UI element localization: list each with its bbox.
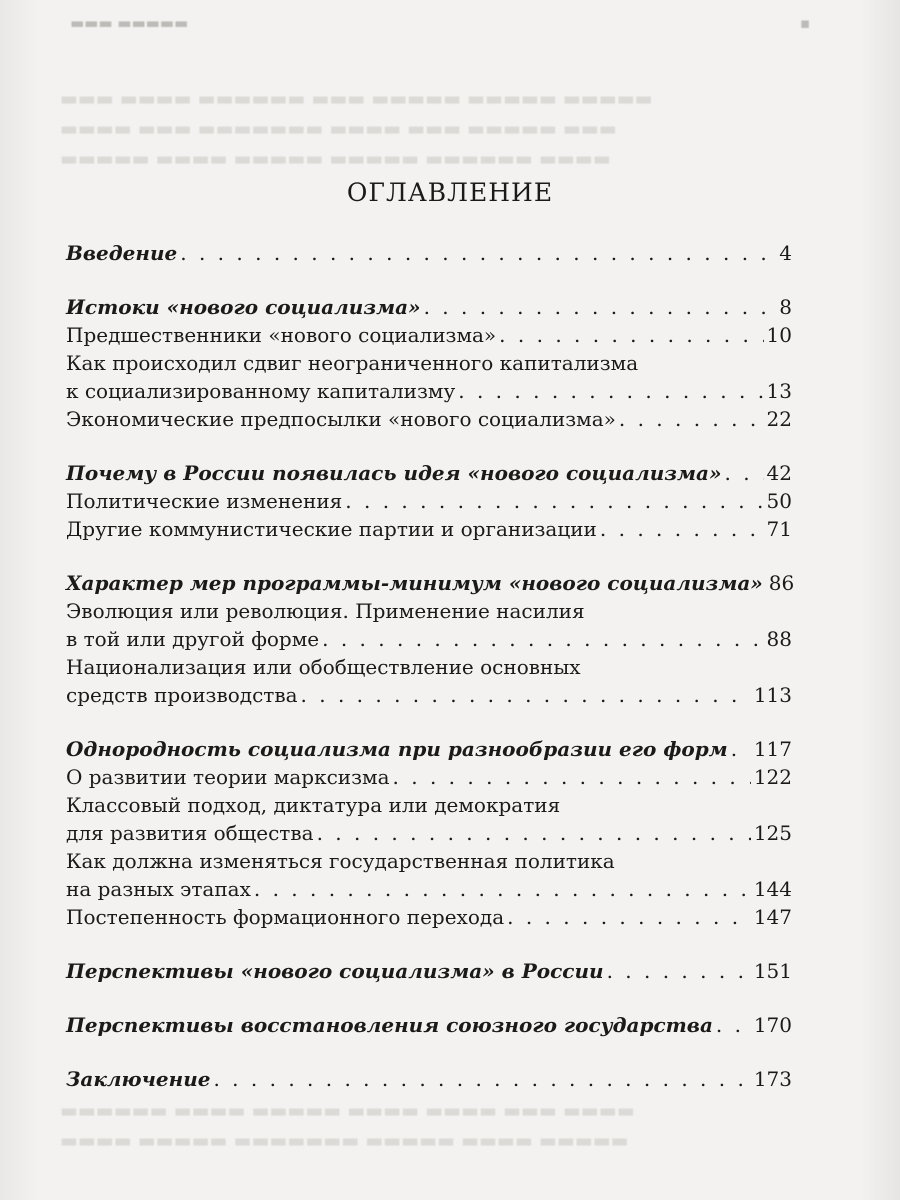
toc-entry-label: Характер мер программы-минимум «нового социализма»	[66, 571, 763, 595]
toc-page-number: 144	[753, 877, 792, 901]
dot-leader	[607, 956, 751, 986]
reverse-side-bleed: ▬▬▬▬▬ ▬▬▬▬ ▬▬▬▬▬ ▬▬▬▬▬ ▬▬▬▬▬▬ ▬▬▬▬	[60, 148, 611, 170]
reverse-side-bleed: ▬▬▬▬▬▬ ▬▬▬▬ ▬▬▬▬▬ ▬▬▬▬ ▬▬▬▬ ▬▬▬ ▬▬▬▬	[60, 1100, 635, 1122]
toc-entry-label: в той или другой форме	[66, 627, 320, 651]
toc-entry[interactable]	[66, 902, 792, 932]
toc-entry-label: Предшественники «нового социализма»	[66, 323, 497, 347]
toc-entry-label: Постепенность формационного перехода	[66, 905, 505, 929]
toc-page-number: 8	[779, 295, 792, 319]
toc-entry[interactable]	[66, 320, 792, 350]
toc-page-number: 122	[753, 765, 792, 789]
toc-entry[interactable]	[66, 404, 792, 434]
dot-leader	[507, 902, 751, 932]
toc-entry-label-line1: Как происходил сдвиг неограниченного капитализма	[66, 351, 639, 375]
toc-page-number: 71	[766, 517, 792, 541]
dot-leader	[731, 734, 751, 764]
dot-leader	[393, 762, 751, 792]
toc-entry-label: на разных этапах	[66, 877, 251, 901]
toc-entry[interactable]	[66, 376, 792, 406]
toc-entry-section[interactable]	[66, 734, 792, 764]
toc-entry[interactable]	[66, 874, 792, 904]
reverse-side-bleed: ▬▬▬▬ ▬▬▬ ▬▬▬▬▬▬▬ ▬▬▬▬ ▬▬▬ ▬▬▬▬▬ ▬▬▬	[60, 118, 617, 140]
toc-page-number: 88	[766, 627, 792, 651]
toc-entry[interactable]	[66, 624, 792, 654]
dot-leader	[254, 874, 751, 904]
page-title: ОГЛАВЛЕНИЕ	[346, 178, 554, 207]
toc-entry-label: Перспективы восстановления союзного государства	[66, 1013, 713, 1037]
toc-entry-conclusion[interactable]	[66, 1064, 792, 1094]
toc-entry-label: Другие коммунистические партии и организации	[66, 517, 597, 541]
toc-entry-introduction[interactable]	[66, 238, 792, 268]
toc-entry[interactable]	[66, 818, 792, 848]
toc-page-number: 125	[753, 821, 792, 845]
toc-page-number: 113	[753, 683, 792, 707]
dot-leader	[499, 320, 763, 350]
toc-entry[interactable]	[66, 514, 792, 544]
toc-entry-label: Политические изменения	[66, 489, 343, 513]
toc-page-number: 50	[766, 489, 792, 513]
dot-leader	[716, 1010, 751, 1040]
toc-entry-label: Истоки «нового социализма»	[66, 295, 421, 319]
toc-entry-label: Однородность социализма при разнообразии его форм	[66, 737, 728, 761]
reverse-side-header-bleed: ▬▬▬ ▬▬▬▬▬ ▪	[70, 14, 810, 32]
dot-leader	[600, 514, 764, 544]
toc-page-number: 13	[766, 379, 792, 403]
toc-entry-label-line1: Как должна изменяться государственная политика	[66, 849, 615, 873]
toc-entry-label: Экономические предпосылки «нового социализма»	[66, 407, 616, 431]
toc-entry-label: Почему в России появилась идея «нового социализма»	[66, 461, 722, 485]
toc-entry-section[interactable]	[66, 458, 792, 488]
dot-leader	[424, 292, 777, 322]
toc-page-number: 10	[766, 323, 792, 347]
toc-entry-label-line1: Классовый подход, диктатура или демократия	[66, 793, 561, 817]
toc-page-number: 151	[753, 959, 792, 983]
toc-entry-label: Заключение	[66, 1067, 211, 1091]
toc-entry-label: О развитии теории марксизма	[66, 765, 390, 789]
toc-page-number: 86	[768, 571, 795, 595]
toc-entry[interactable]	[66, 762, 792, 792]
toc-entry-label: Перспективы «нового социализма» в России	[66, 959, 604, 983]
reverse-side-bleed: ▬▬▬ ▬▬▬▬ ▬▬▬▬▬▬ ▬▬▬ ▬▬▬▬▬ ▬▬▬▬▬ ▬▬▬▬▬	[60, 88, 653, 110]
toc-entry-label: Введение	[66, 241, 178, 265]
dot-leader	[345, 486, 763, 516]
toc-entry-section[interactable]	[66, 956, 792, 986]
toc-page-number: 42	[766, 461, 792, 485]
toc-page-number: 173	[753, 1067, 792, 1091]
dot-leader	[213, 1064, 750, 1094]
toc-entry-label: к социализированному капитализму	[66, 379, 456, 403]
toc-entry-section[interactable]	[66, 1010, 792, 1040]
toc-page-number: 117	[753, 737, 792, 761]
toc-entry-section[interactable]	[66, 292, 792, 322]
toc-entry-label: для развития общества	[66, 821, 314, 845]
dot-leader	[724, 458, 763, 488]
toc-page-number: 22	[766, 407, 792, 431]
toc-entry[interactable]	[66, 486, 792, 516]
toc-page-number: 4	[779, 241, 792, 265]
toc-entry-label: средств производства	[66, 683, 298, 707]
dot-leader	[317, 818, 751, 848]
dot-leader	[180, 238, 776, 268]
toc-page-number: 147	[753, 905, 792, 929]
dot-leader	[458, 376, 763, 406]
toc-entry[interactable]	[66, 680, 792, 710]
toc-page-number: 170	[753, 1013, 792, 1037]
toc-entry-label-line1: Эволюция или революция. Применение насилия	[66, 599, 585, 623]
reverse-side-bleed: ▬▬▬▬ ▬▬▬▬▬ ▬▬▬▬▬▬▬ ▬▬▬▬▬ ▬▬▬▬ ▬▬▬▬▬	[60, 1130, 629, 1152]
dot-leader	[301, 680, 751, 710]
dot-leader	[619, 404, 764, 434]
toc-entry-section[interactable]	[66, 568, 795, 598]
dot-leader	[322, 624, 763, 654]
toc-entry-label-line1: Национализация или обобществление основных	[66, 655, 581, 679]
